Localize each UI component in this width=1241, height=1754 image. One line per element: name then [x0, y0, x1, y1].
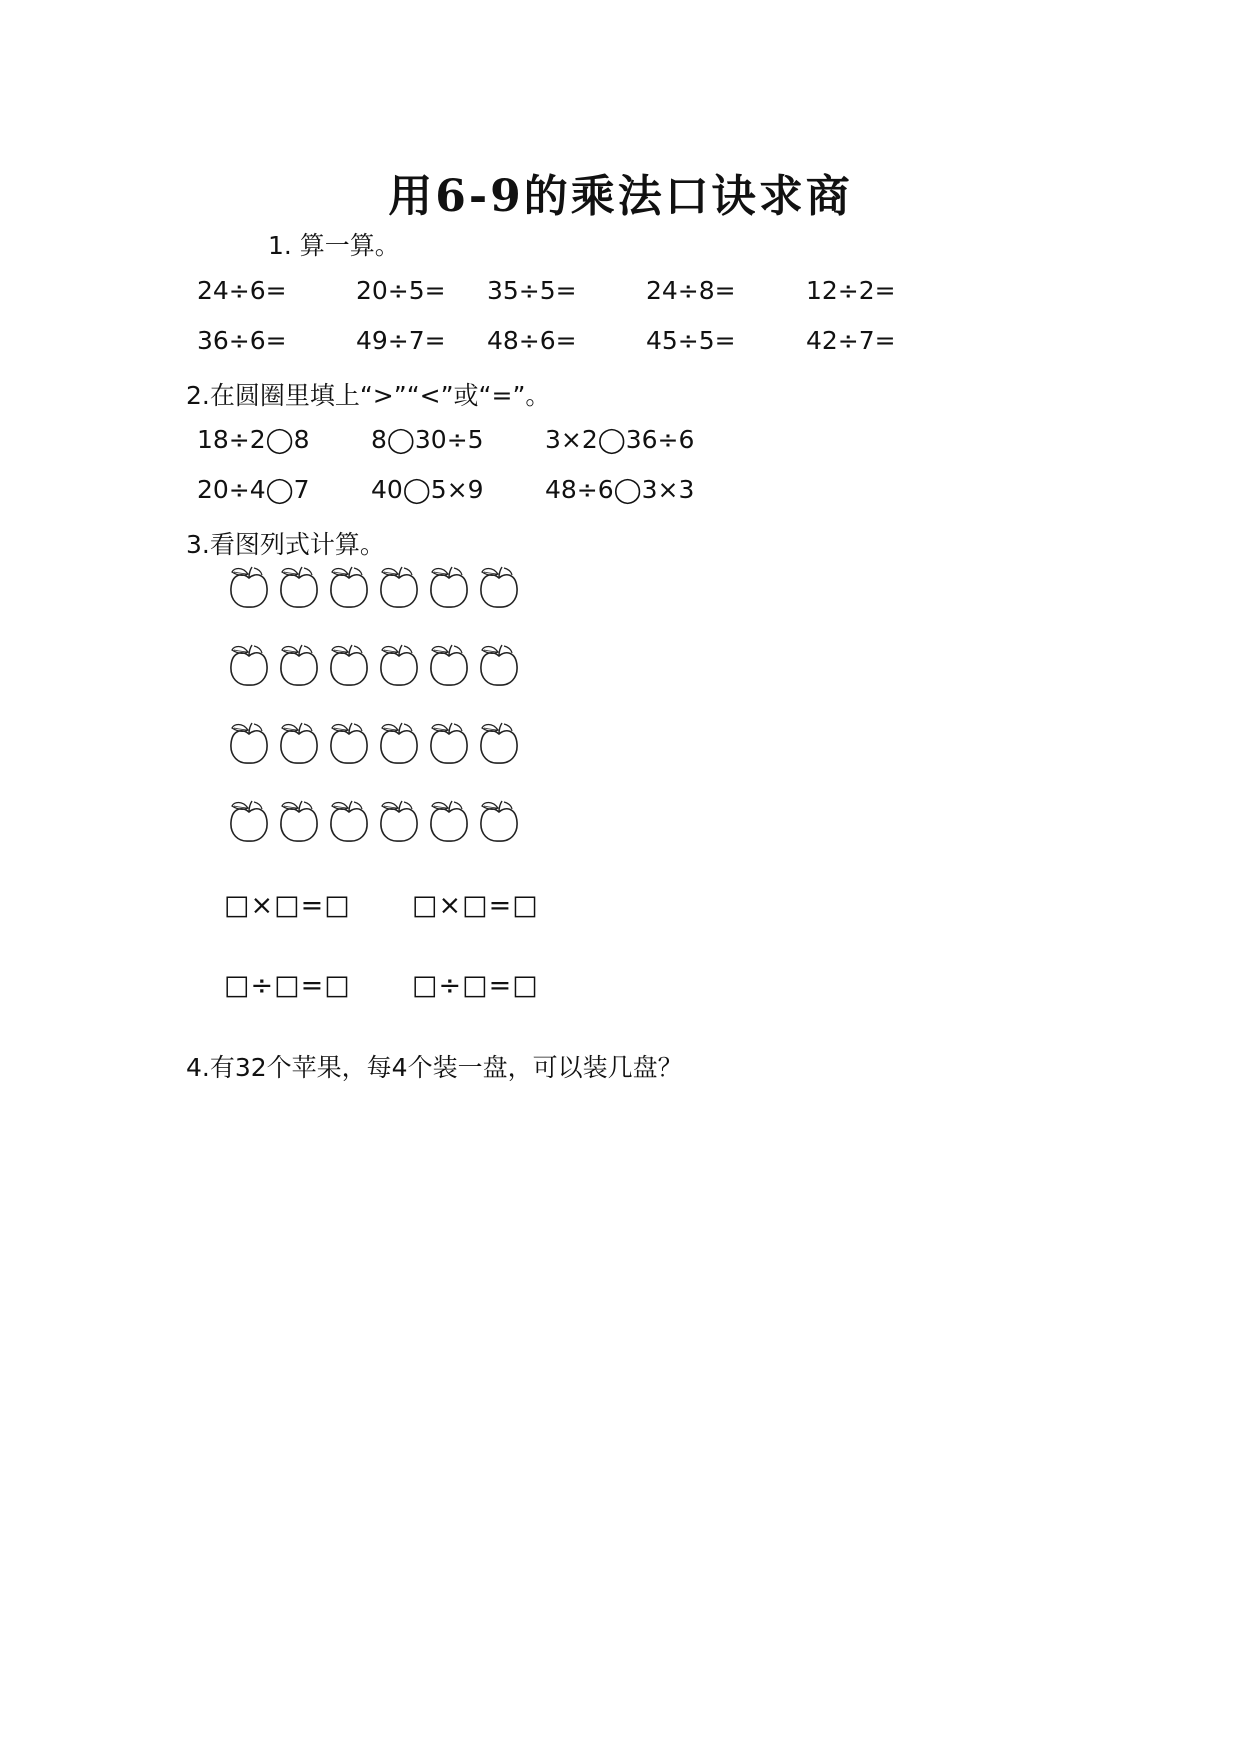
comparison: 8◯30÷5	[371, 425, 484, 454]
apple-icon	[328, 562, 370, 612]
expression: 36÷6=	[197, 326, 287, 355]
expression: 35÷5=	[487, 276, 577, 305]
apple-icon	[478, 796, 520, 846]
multiplication-equation: □×□=□	[412, 890, 539, 921]
apple-icon	[478, 640, 520, 690]
apple-icon	[378, 718, 420, 768]
multiplication-equation: □×□=□	[224, 890, 351, 921]
expression: 45÷5=	[646, 326, 736, 355]
apple-icon	[228, 562, 270, 612]
question-1-label: 1. 算一算。	[268, 231, 400, 260]
apple-icon	[228, 796, 270, 846]
expression: 12÷2=	[806, 276, 896, 305]
apple-icon	[328, 796, 370, 846]
apple-icon	[228, 718, 270, 768]
comparison: 48÷6◯3×3	[545, 475, 695, 504]
apple-icon	[328, 718, 370, 768]
apple-icon	[378, 796, 420, 846]
apple-icon	[278, 640, 320, 690]
page-title: 用6-9的乘法口诀求商	[388, 171, 853, 222]
expression: 49÷7=	[356, 326, 446, 355]
expression: 48÷6=	[487, 326, 577, 355]
apple-icon	[428, 640, 470, 690]
apple-icon	[278, 562, 320, 612]
apple-icon	[378, 640, 420, 690]
apple-icon	[328, 640, 370, 690]
apple-icon	[428, 796, 470, 846]
apple-icon	[428, 562, 470, 612]
expression: 20÷5=	[356, 276, 446, 305]
apple-icon	[378, 562, 420, 612]
apple-icon	[478, 718, 520, 768]
comparison: 18÷2◯8	[197, 425, 310, 454]
question-3-label: 3.看图列式计算。	[186, 530, 385, 559]
expression: 24÷8=	[646, 276, 736, 305]
question-4-label: 4.有32个苹果，每4个装一盘，可以装几盘？	[186, 1053, 683, 1082]
apple-icon	[428, 718, 470, 768]
apple-icon	[278, 796, 320, 846]
apple-icon	[478, 562, 520, 612]
division-equation: □÷□=□	[224, 970, 351, 1001]
comparison: 40◯5×9	[371, 475, 484, 504]
expression: 42÷7=	[806, 326, 896, 355]
comparison: 20÷4◯7	[197, 475, 310, 504]
expression: 24÷6=	[197, 276, 287, 305]
division-equation: □÷□=□	[412, 970, 539, 1001]
comparison: 3×2◯36÷6	[545, 425, 695, 454]
apple-icon	[228, 640, 270, 690]
apple-icon	[278, 718, 320, 768]
question-2-label: 2.在圆圈里填上“>”“<”或“=”。	[186, 381, 551, 410]
